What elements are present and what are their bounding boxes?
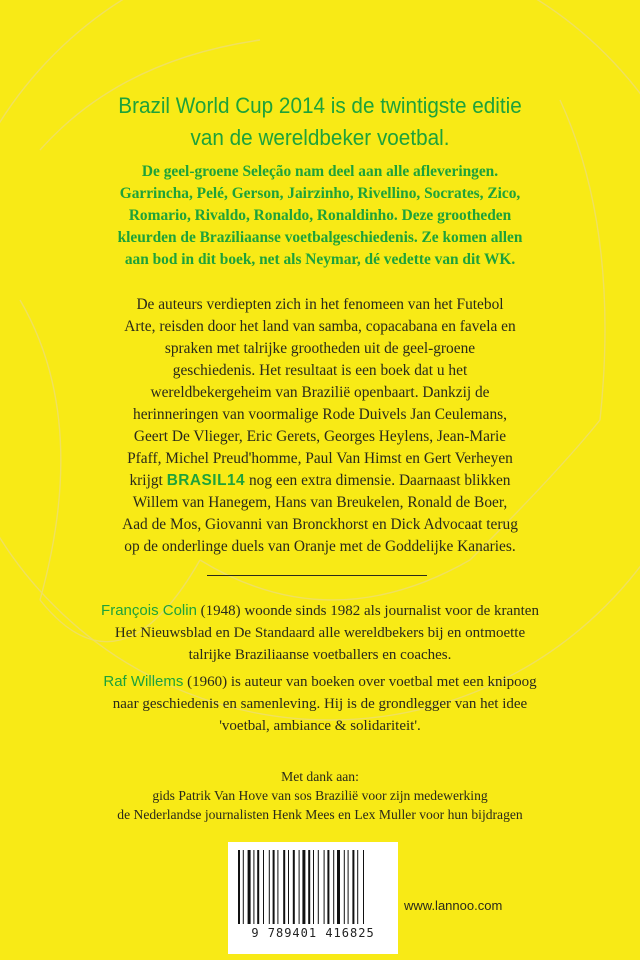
intro-line: Garrincha, Pelé, Gerson, Jairzinho, Rivellino, Socrates, Zico, xyxy=(119,185,521,202)
publisher-website[interactable]: www.lannoo.com xyxy=(404,898,503,913)
intro-line: Romario, Rivaldo, Ronaldo, Ronaldinho. Deze grootheden xyxy=(128,207,512,224)
acknowledgements-title: Met dank aan: xyxy=(281,769,359,784)
body-line: wereldbekergeheim van Brazilië openbaart. Dankzij de xyxy=(150,384,490,401)
body-line: Arte, reisden door het land van samba, copacabana en favela en xyxy=(124,318,516,335)
author-name: François Colin xyxy=(101,602,197,619)
barcode xyxy=(228,842,398,954)
barcode-bars xyxy=(236,850,390,924)
acknowledgements-line: de Nederlandse journalisten Henk Mees en Lex Muller voor hun bijdragen xyxy=(117,807,523,822)
acknowledgements xyxy=(40,767,600,824)
barcode-bar xyxy=(248,850,251,924)
body-line: Aad de Mos, Giovanni van Bronckhorst en Dick Advocaat terug xyxy=(122,516,518,533)
headline-line: van de wereldbeker voetbal. xyxy=(190,125,450,150)
bio-line: Het Nieuwsblad en De Standaard alle wereldbekers bij en ontmoette xyxy=(114,625,526,641)
barcode-bar xyxy=(302,850,305,924)
barcode-bar xyxy=(288,850,289,924)
body-line: op de onderlinge duels van Oranje met de Goddelijke Kanaries. xyxy=(124,538,516,555)
divider xyxy=(207,575,427,576)
barcode-bar xyxy=(299,850,300,924)
bio-line: 'voetbal, ambiance & solidariteit'. xyxy=(219,718,421,734)
body-line: spraken met talrijke grootheden uit de geel-groene xyxy=(164,340,476,357)
barcode-bar xyxy=(263,850,264,924)
barcode-bar xyxy=(283,850,285,924)
body-text: krijgt xyxy=(129,472,167,489)
author-name: Raf Willems xyxy=(103,673,184,690)
barcode-bar xyxy=(324,850,325,924)
bio-line: naar geschiedenis en samenleving. Hij is de grondlegger van het idee xyxy=(112,696,528,712)
body-line: Pfaff, Michel Preud'homme, Paul Van Himst en Gert Verheyen xyxy=(127,450,513,467)
body-line-brand xyxy=(60,470,580,492)
barcode-bar xyxy=(293,850,295,924)
bio-line xyxy=(60,671,580,693)
body-line: herinneringen van voormalige Rode Duivels Jan Ceulemans, xyxy=(133,406,507,423)
bio-line xyxy=(60,600,580,622)
barcode-bar xyxy=(352,850,354,924)
barcode-bar xyxy=(238,850,240,924)
barcode-bar xyxy=(327,850,329,924)
barcode-bar xyxy=(277,850,278,924)
intro-paragraph xyxy=(60,161,580,271)
intro-line: aan bod in dit boek, net als Neymar, dé vedette van dit WK. xyxy=(124,251,516,268)
bio-text: (1948) woonde sinds 1982 als journalist voor de kranten xyxy=(196,603,539,619)
author-bio-willems xyxy=(60,671,580,737)
body-paragraph xyxy=(60,294,580,558)
isbn-number: 9 789401 416825 xyxy=(251,926,375,940)
barcode-bar xyxy=(337,850,340,924)
barcode-bar xyxy=(308,850,310,924)
barcode-bar xyxy=(253,850,254,924)
barcode-bar xyxy=(313,850,314,924)
body-line: Geert De Vlieger, Eric Gerets, Georges Heylens, Jean-Marie xyxy=(133,428,507,445)
barcode-bar xyxy=(333,850,334,924)
brand-name: BRASIL14 xyxy=(166,472,246,489)
author-bio-colin xyxy=(60,600,580,666)
intro-line: De geel-groene Seleção nam deel aan alle afleveringen. xyxy=(141,163,499,180)
body-text: nog een extra dimensie. Daarnaast blikken xyxy=(245,472,511,489)
barcode-bar xyxy=(257,850,259,924)
headline xyxy=(81,90,559,154)
headline-line: Brazil World Cup 2014 is de twintigste editie xyxy=(118,93,522,118)
acknowledgements-line: gids Patrik Van Hove van sos Brazilië voor zijn medewerking xyxy=(152,788,488,803)
body-line: De auteurs verdiepten zich in het fenomeen van het Futebol xyxy=(136,296,504,313)
bio-text: (1960) is auteur van boeken over voetbal met een knipoog xyxy=(183,674,537,690)
barcode-bar xyxy=(318,850,319,924)
barcode-bar xyxy=(344,850,345,924)
barcode-bar xyxy=(243,850,244,924)
bio-line: talrijke Braziliaanse voetballers en coaches. xyxy=(188,647,452,663)
barcode-bar xyxy=(357,850,358,924)
intro-line: kleurden de Braziliaanse voetbalgeschiedenis. Ze komen allen xyxy=(117,229,523,246)
barcode-bar xyxy=(348,850,349,924)
body-line: geschiedenis. Het resultaat is een boek dat u het xyxy=(172,362,468,379)
barcode-bar xyxy=(269,850,270,924)
body-line: Willem van Hanegem, Hans van Breukelen, Ronald de Boer, xyxy=(132,494,508,511)
barcode-bar xyxy=(363,850,364,924)
barcode-bar xyxy=(273,850,275,924)
